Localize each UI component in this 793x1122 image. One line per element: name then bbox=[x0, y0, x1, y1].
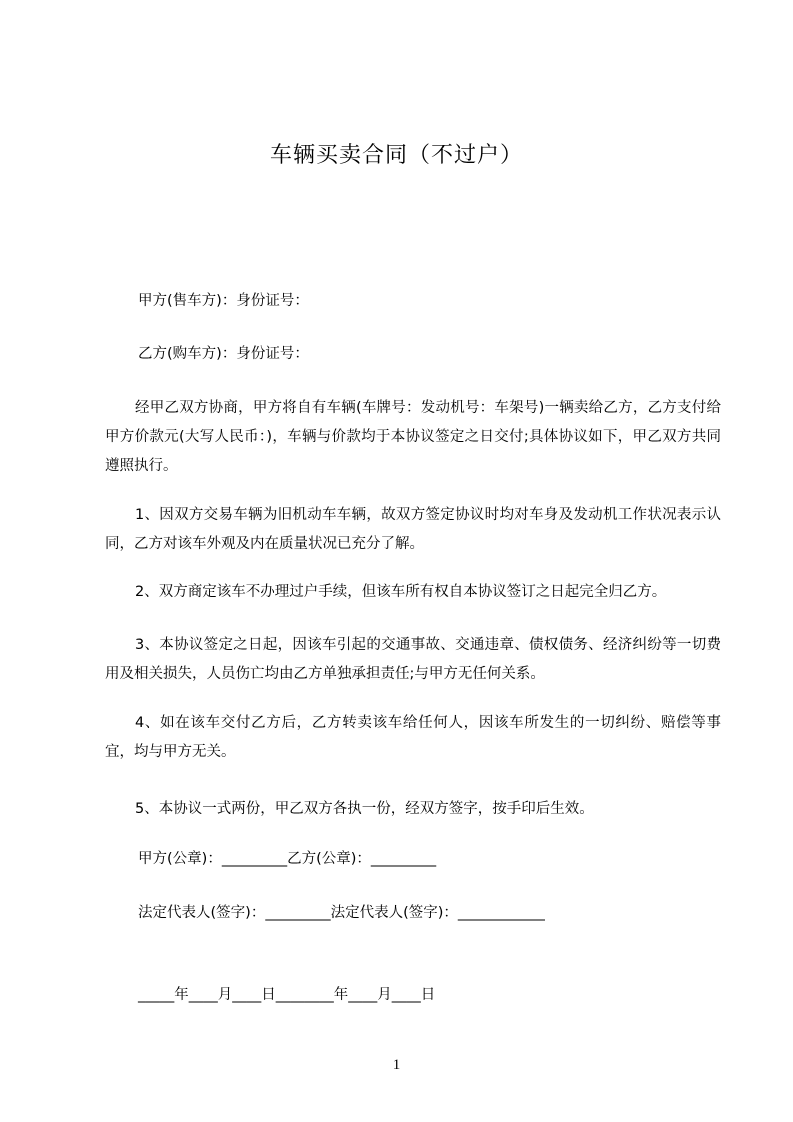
intro-paragraph: 经甲乙双方协商，甲方将自有车辆(车牌号：发动机号：车架号)一辆卖给乙方，乙方支付给甲方价款元(大写人民币：)，车辆与价款均于本协议签定之日交付;具体协议如下，甲乙双方共同遵照执行。 bbox=[105, 400, 721, 474]
clause-4: 4、如在该车交付乙方后，乙方转卖该车给任何人，因该车所发生的一切纠纷、赔偿等事宜，均与甲方无关。 bbox=[105, 715, 721, 760]
date-line: _____年____月____日________年____月____日 bbox=[138, 987, 436, 1003]
clause-3: 3、本协议签定之日起，因该车引起的交通事故、交通违章、债权债务、经济纠纷等一切费用及相关损失，人员伤亡均由乙方单独承担责任;与甲方无任何关系。 bbox=[105, 637, 721, 682]
clause-1: 1、因双方交易车辆为旧机动车车辆，故双方签定协议时均对车身及发动机工作状况表示认同，乙方对该车外观及内在质量状况已充分了解。 bbox=[105, 507, 721, 552]
clause-2: 2、双方商定该车不办理过户手续，但该车所有权自本协议签订之日起完全归乙方。 bbox=[135, 584, 667, 600]
party-a-line: 甲方(售车方)：身份证号： bbox=[138, 293, 309, 309]
clause-5: 5、本协议一式两份，甲乙双方各执一份，经双方签字，按手印后生效。 bbox=[135, 801, 594, 817]
contract-title: 车辆买卖合同（不过户） bbox=[269, 143, 523, 168]
seal-line: 甲方(公章)：_________乙方(公章)：_________ bbox=[138, 851, 437, 867]
page-number: 1 bbox=[392, 1057, 401, 1073]
signature-line: 法定代表人(签字)：_________法定代表人(签字)：____________ bbox=[138, 905, 545, 921]
party-b-line: 乙方(购车方)：身份证号： bbox=[138, 346, 309, 362]
